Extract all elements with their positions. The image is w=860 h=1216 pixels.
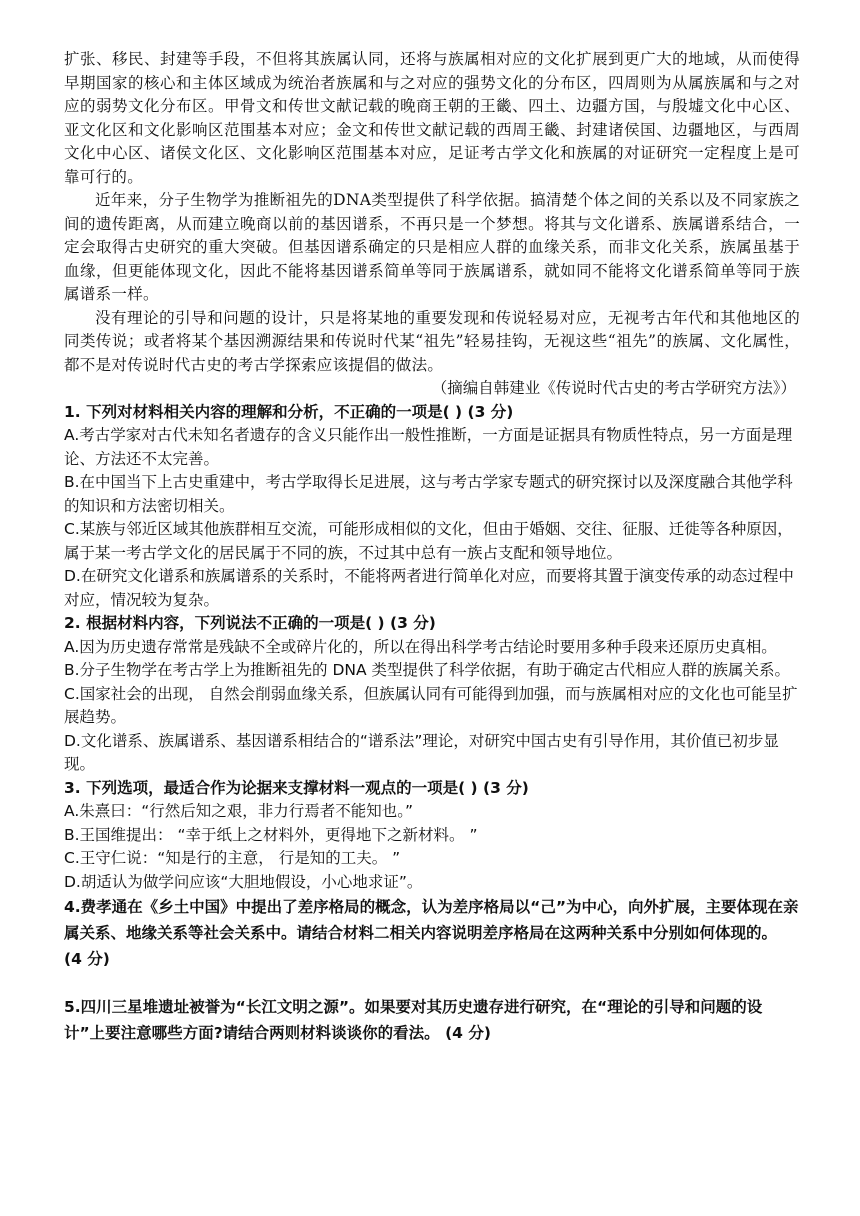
question-4 bbox=[64, 894, 800, 972]
passage-paragraph-3: 没有理论的引导和问题的设计，只是将某地的重要发现和传说轻易对应，无视考古年代和其他地区的同类传说；或者将某个基因溯源结果和传说时代某“祖先”轻易挂钩，无视这些“祖先”的族属、文化属性，都不是对传说时代古史的考古学探索应该提倡的做法。 bbox=[64, 308, 800, 374]
option-b: B.在中国当下上古史重建中，考古学取得长足进展，这与考古学家专题式的研究探讨以及深度融合其他学科的知识和方法密切相关。 bbox=[64, 473, 793, 515]
question-2 bbox=[64, 612, 800, 777]
option-a: A.因为历史遗存常常是残缺不全或碎片化的，所以在得出科学考古结论时要用多种手段来还原历史真相。 bbox=[64, 637, 777, 656]
question-5 bbox=[64, 994, 800, 1046]
passage-paragraph-1: 扩张、移民、封建等手段，不但将其族属认同，还将与族属相对应的文化扩展到更广大的地域，从而使得早期国家的核心和主体区域成为统治者族属和与之对应的强势文化的分布区，四周则为从属族属和与之对应的弱势文化分布区。甲骨文和传世文献记载的晚商王朝的王畿、四土、边疆方国，与殷墟文化中心区、亚文化区和文化影响区范围基本对应；金文和传世文献记载的西周王畿、封建诸侯国、边疆地区，与西周文化中心区、诸侯文化区、文化影响区范围基本对应，足证考古学文化和族属的对证研究一定程度上是可靠可行的。 bbox=[64, 50, 800, 186]
spacer bbox=[64, 972, 800, 994]
passage-paragraph-2: 近年来，分子生物学为推断祖先的DNA类型提供了科学依据。搞清楚个体之间的关系以及不同家族之间的遗传距离，从而建立晚商以前的基因谱系，不再只是一个梦想。将其与文化谱系、族属谱系结合，一定会取得古史研究的重大突破。但基因谱系确定的只是相应人群的血缘关系，而非文化关系，族属虽基于血缘，但更能体现文化，因此不能将基因谱系简单等同于族属谱系，就如同不能将文化谱系简单等同于族属谱系一样。 bbox=[64, 191, 800, 303]
option-a: A.考古学家对古代未知名者遗存的含义只能作出一般性推断，一方面是证据具有物质性特点，另一方面是理论、方法还不太完善。 bbox=[64, 426, 793, 468]
option-b: B.分子生物学在考古学上为推断祖先的 DNA 类型提供了科学依据，有助于确定古代相应人群的族属关系。 bbox=[64, 661, 791, 679]
option-b: B.王国维提出： “幸于纸上之材料外，更得地下之新材料。 ” bbox=[64, 825, 478, 844]
question-title: 3. 下列选项，最适合作为论据来支撑材料一观点的一项是( ) (3 分) bbox=[64, 778, 529, 797]
option-d: D.文化谱系、族属谱系、基因谱系相结合的“谱系法”理论，对研究中国古史有引导作用，其价值已初步显现。 bbox=[64, 731, 779, 773]
question-title: 1. 下列对材料相关内容的理解和分析，不正确的一项是( ) (3 分) bbox=[64, 402, 514, 421]
exam-page bbox=[64, 48, 800, 1046]
essay-question-5: 5.四川三星堆遗址被誉为“长江文明之源”。如果要对其历史遗存进行研究，在“理论的引导和问题的设计”上要注意哪些方面?请结合两则材料谈谈你的看法。 (4 分) bbox=[64, 998, 763, 1042]
question-1 bbox=[64, 401, 800, 613]
option-a: A.朱熹曰：“行然后知之艰，非力行焉者不能知也。” bbox=[64, 802, 414, 820]
option-c: C.王守仁说：“知是行的主意， 行是知的工夫。 ” bbox=[64, 849, 401, 867]
passage-source: （摘编自韩建业《传说时代古史的考古学研究方法》） bbox=[431, 379, 796, 397]
reading-passage bbox=[64, 48, 800, 401]
question-3 bbox=[64, 777, 800, 895]
essay-question-4: 4.费孝通在《乡土中国》中提出了差序格局的概念，认为差序格局以“己”为中心，向外扩展，主要体现在亲属关系、地缘关系等社会关系中。请结合材料二相关内容说明差序格局在这两种关系中分别如何体现的。 (4 分) bbox=[64, 898, 799, 968]
option-c: C.某族与邻近区域其他族群相互交流，可能形成相似的文化，但由于婚姻、交往、征服、迁徙等各种原因，属于某一考古学文化的居民属于不同的族，不过其中总有一族占支配和领导地位。 bbox=[64, 520, 793, 562]
option-d: D.胡适认为做学问应该“大胆地假设，小心地求证”。 bbox=[64, 872, 423, 891]
option-d: D.在研究文化谱系和族属谱系的关系时，不能将两者进行简单化对应，而要将其置于演变传承的动态过程中对应，情况较为复杂。 bbox=[64, 567, 794, 609]
question-title: 2. 根据材料内容，下列说法不正确的一项是( ) (3 分) bbox=[64, 614, 436, 632]
option-c: C.国家社会的出现， 自然会削弱血缘关系，但族属认同有可能得到加强，而与族属相对应的文化也可能呈扩展趋势。 bbox=[64, 684, 798, 726]
